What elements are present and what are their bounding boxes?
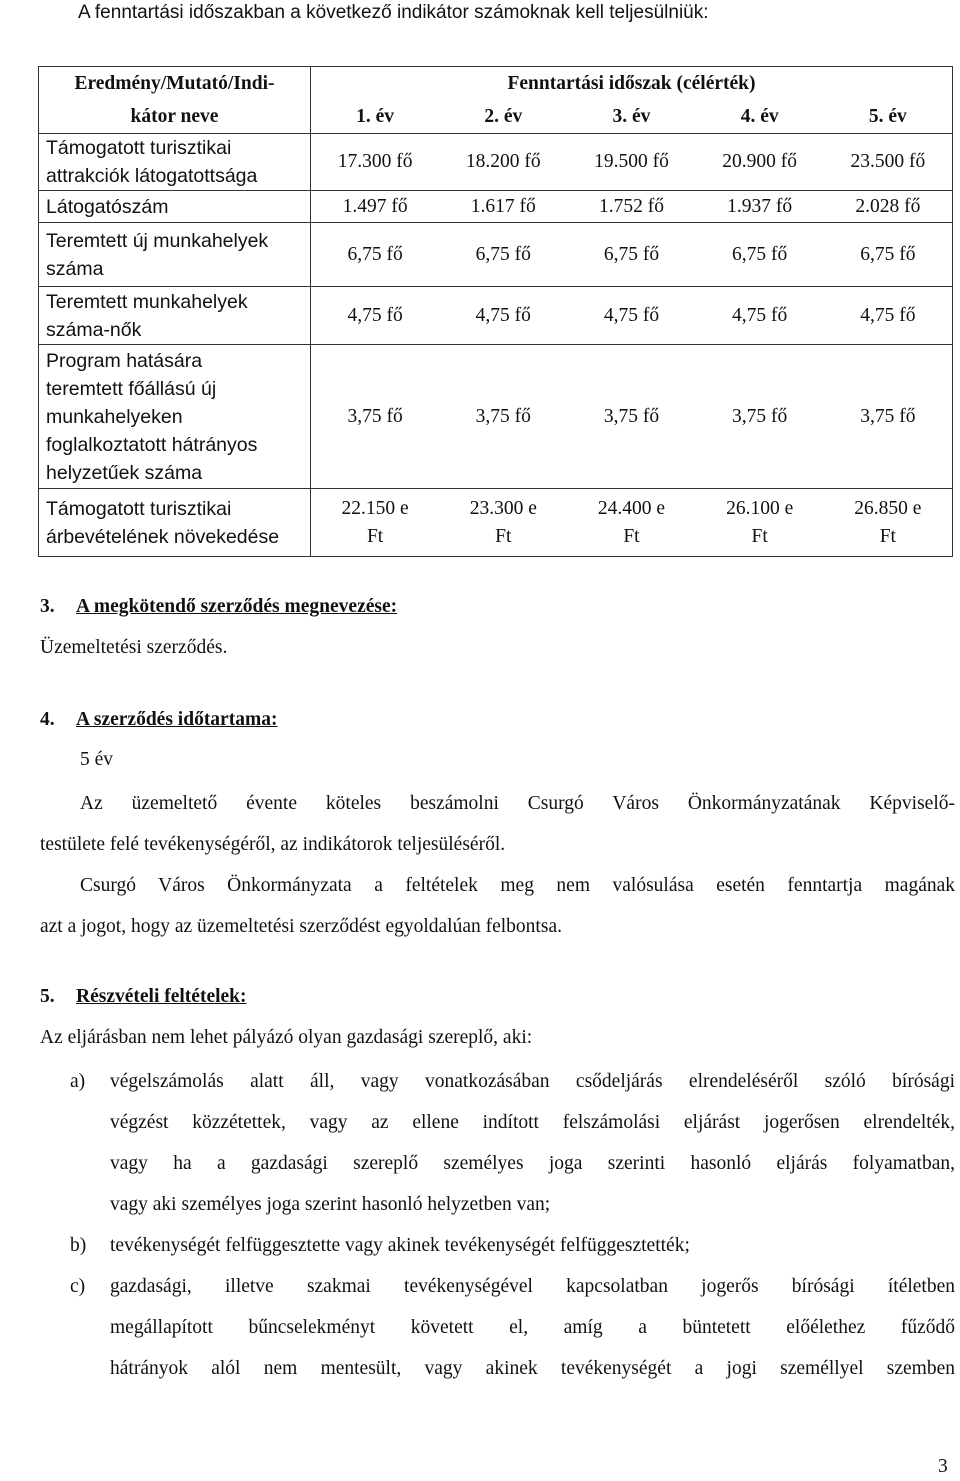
row-label — [39, 345, 311, 489]
value-cell: 3,75 fő — [732, 405, 788, 427]
row-values — [311, 489, 953, 557]
year-header: 1. év — [356, 106, 395, 127]
row-label-line: helyzetűek száma — [46, 461, 203, 484]
row-label-line: Teremtett új munkahelyek — [46, 229, 269, 252]
page-number: 3 — [938, 1456, 948, 1477]
row-label — [39, 223, 311, 287]
paragraph-line: Az üzemeltető évente köteles beszámolni Csurgó Város Önkormányzatának Képviselő- — [80, 793, 955, 814]
value-cell: 2.028 fő — [855, 195, 921, 217]
value-cell: 17.300 fő — [337, 151, 413, 172]
year-header: 4. év — [740, 106, 779, 127]
value-cell: 3,75 fő — [347, 405, 403, 427]
value-cell — [470, 495, 537, 551]
row-label-line: árbevételének növekedése — [46, 525, 280, 548]
year-header: 3. év — [612, 106, 651, 127]
row-label-line: attrakciók látogatottsága — [46, 165, 258, 187]
value-cell: 6,75 fő — [603, 243, 660, 265]
year-header: 2. év — [484, 106, 523, 127]
section-title: A szerződés időtartama: — [76, 709, 278, 730]
row-label-line: Támogatott turisztikai — [46, 497, 232, 520]
value-cell: 6,75 fő — [732, 243, 788, 265]
list-item — [70, 1061, 955, 1225]
row-label-line: Program hatására — [46, 349, 203, 372]
period-header: Fenntartási időszak (célérték) — [311, 67, 953, 102]
value-line: Ft — [623, 525, 640, 547]
section-number: 3. — [40, 596, 55, 617]
value-cell: 6,75 fő — [347, 243, 403, 265]
row-label-line: száma — [46, 257, 104, 280]
indicator-name-header-line: kátor neve — [130, 106, 219, 127]
value-cell: 1.497 fő — [342, 195, 408, 217]
value-line: Ft — [495, 525, 512, 547]
table-row — [39, 345, 953, 489]
list-item-text — [110, 1061, 955, 1225]
table-row — [39, 223, 953, 287]
list-item-line: hátrányok alól nem mentesült, vagy akinek tevékenységét a jogi személlyel szemben — [110, 1358, 955, 1379]
list-item — [70, 1225, 955, 1266]
list-item-line: megállapított bűncselekményt követett el, amíg a büntetett előélethez fűződő — [110, 1317, 955, 1338]
value-cell: 1.937 fő — [727, 195, 793, 217]
value-cell: 1.752 fő — [598, 195, 664, 217]
row-label-line: foglalkoztatott hátrányos — [46, 433, 258, 456]
row-label-line: Támogatott turisztikai — [46, 137, 232, 159]
section-title: Részvételi feltételek: — [76, 986, 247, 1007]
table-row — [39, 489, 953, 557]
list-item-line: végelszámolás alatt áll, vagy vonatkozásában csődeljárás elrendeléséről szóló bírósági — [110, 1071, 955, 1092]
row-label — [39, 191, 311, 223]
row-label — [39, 287, 311, 345]
section-3-heading — [40, 596, 397, 618]
value-cell: 4,75 fő — [475, 304, 531, 326]
value-cell: 1.617 fő — [470, 195, 536, 217]
year-header: 5. év — [868, 106, 907, 127]
table-row — [39, 134, 953, 191]
value-line: Ft — [366, 525, 384, 547]
paragraph-line: Csurgó Város Önkormányzata a feltételek meg nem valósulása esetén fenntartja magának — [80, 875, 955, 896]
value-cell: 23.500 fő — [850, 151, 926, 172]
table-row — [39, 191, 953, 223]
value-cell — [342, 495, 409, 551]
row-values — [311, 287, 953, 345]
value-line: 22.150 e — [341, 497, 409, 519]
list-item-line: vagy aki személyes joga szerint hasonló helyzetben van; — [110, 1194, 551, 1215]
row-label-line: munkahelyeken — [46, 405, 183, 428]
value-cell: 4,75 fő — [860, 304, 916, 326]
row-label-line: Látogatószám — [46, 195, 169, 218]
list-item-line: tevékenységét felfüggesztette vagy akinek tevékenységét felfüggesztették; — [110, 1235, 690, 1256]
value-cell — [854, 495, 921, 551]
value-cell: 6,75 fő — [475, 243, 531, 265]
contract-name: Üzemeltetési szerződés. — [40, 637, 228, 658]
condition-list — [70, 1061, 955, 1389]
indicator-name-header — [39, 67, 311, 134]
row-label — [39, 489, 311, 557]
value-cell: 20.900 fő — [722, 151, 798, 172]
row-label-line: teremtett főállású új — [46, 377, 217, 400]
value-cell: 4,75 fő — [347, 304, 403, 326]
list-item-text — [110, 1266, 955, 1389]
indicator-name-header-line: Eredmény/Mutató/Indi- — [74, 73, 275, 94]
section-5-heading — [40, 986, 247, 1008]
section-number: 4. — [40, 709, 55, 730]
list-item-text — [110, 1225, 955, 1266]
list-item — [70, 1266, 955, 1389]
indicator-table — [38, 66, 953, 557]
list-item-line: gazdasági, illetve szakmai tevékenységével kapcsolatban jogerős bírósági ítéletben — [110, 1276, 955, 1297]
section-5-lead: Az eljárásban nem lehet pályázó olyan gazdasági szereplő, aki: — [40, 1027, 533, 1048]
intro-text: A fenntartási időszakban a következő indikátor számoknak kell teljesülniük: — [78, 2, 709, 23]
table-header-row — [39, 67, 953, 102]
paragraph-line: azt a jogot, hogy az üzemeltetési szerződést egyoldalúan felbontsa. — [40, 916, 562, 937]
value-cell: 4,75 fő — [603, 304, 660, 326]
row-label-line: Teremtett munkahelyek — [46, 290, 248, 313]
row-values — [311, 134, 953, 191]
value-cell — [598, 495, 665, 551]
value-line: Ft — [751, 525, 768, 547]
section-4-heading — [40, 709, 277, 731]
row-values — [311, 223, 953, 287]
list-item-line: végzést közzétettek, vagy az ellene indított felszámolási eljárást jogerősen elrendelték, — [110, 1112, 955, 1133]
list-item-label: b) — [70, 1235, 87, 1256]
list-item-line: vagy ha a gazdasági szereplő személyes joga szerinti hasonló eljárás folyamatban, — [110, 1153, 955, 1174]
row-label — [39, 134, 311, 191]
row-label-line: száma-nők — [46, 318, 142, 341]
value-cell: 6,75 fő — [860, 243, 916, 265]
contract-duration: 5 év — [80, 749, 114, 770]
year-header-cell — [311, 101, 953, 134]
section-title: A megkötendő szerződés megnevezése: — [76, 596, 398, 617]
value-cell: 18.200 fő — [465, 151, 541, 172]
value-cell: 3,75 fő — [603, 405, 660, 427]
section-number: 5. — [40, 986, 55, 1007]
value-line: 24.400 e — [597, 497, 666, 519]
value-cell: 4,75 fő — [732, 304, 788, 326]
value-cell — [726, 495, 793, 551]
table-row — [39, 287, 953, 345]
value-cell: 3,75 fő — [860, 405, 916, 427]
paragraph-line: testülete felé tevékenységéről, az indikátorok teljesüléséről. — [40, 834, 506, 855]
row-values — [311, 345, 953, 489]
list-item-label: c) — [70, 1276, 86, 1297]
row-values — [311, 191, 953, 223]
value-line: 26.100 e — [726, 497, 794, 519]
value-cell: 19.500 fő — [594, 151, 669, 172]
list-item-label: a) — [70, 1071, 86, 1092]
value-line: 26.850 e — [854, 497, 922, 519]
value-line: 23.300 e — [469, 497, 537, 519]
value-cell: 3,75 fő — [475, 405, 531, 427]
value-line: Ft — [879, 525, 896, 547]
